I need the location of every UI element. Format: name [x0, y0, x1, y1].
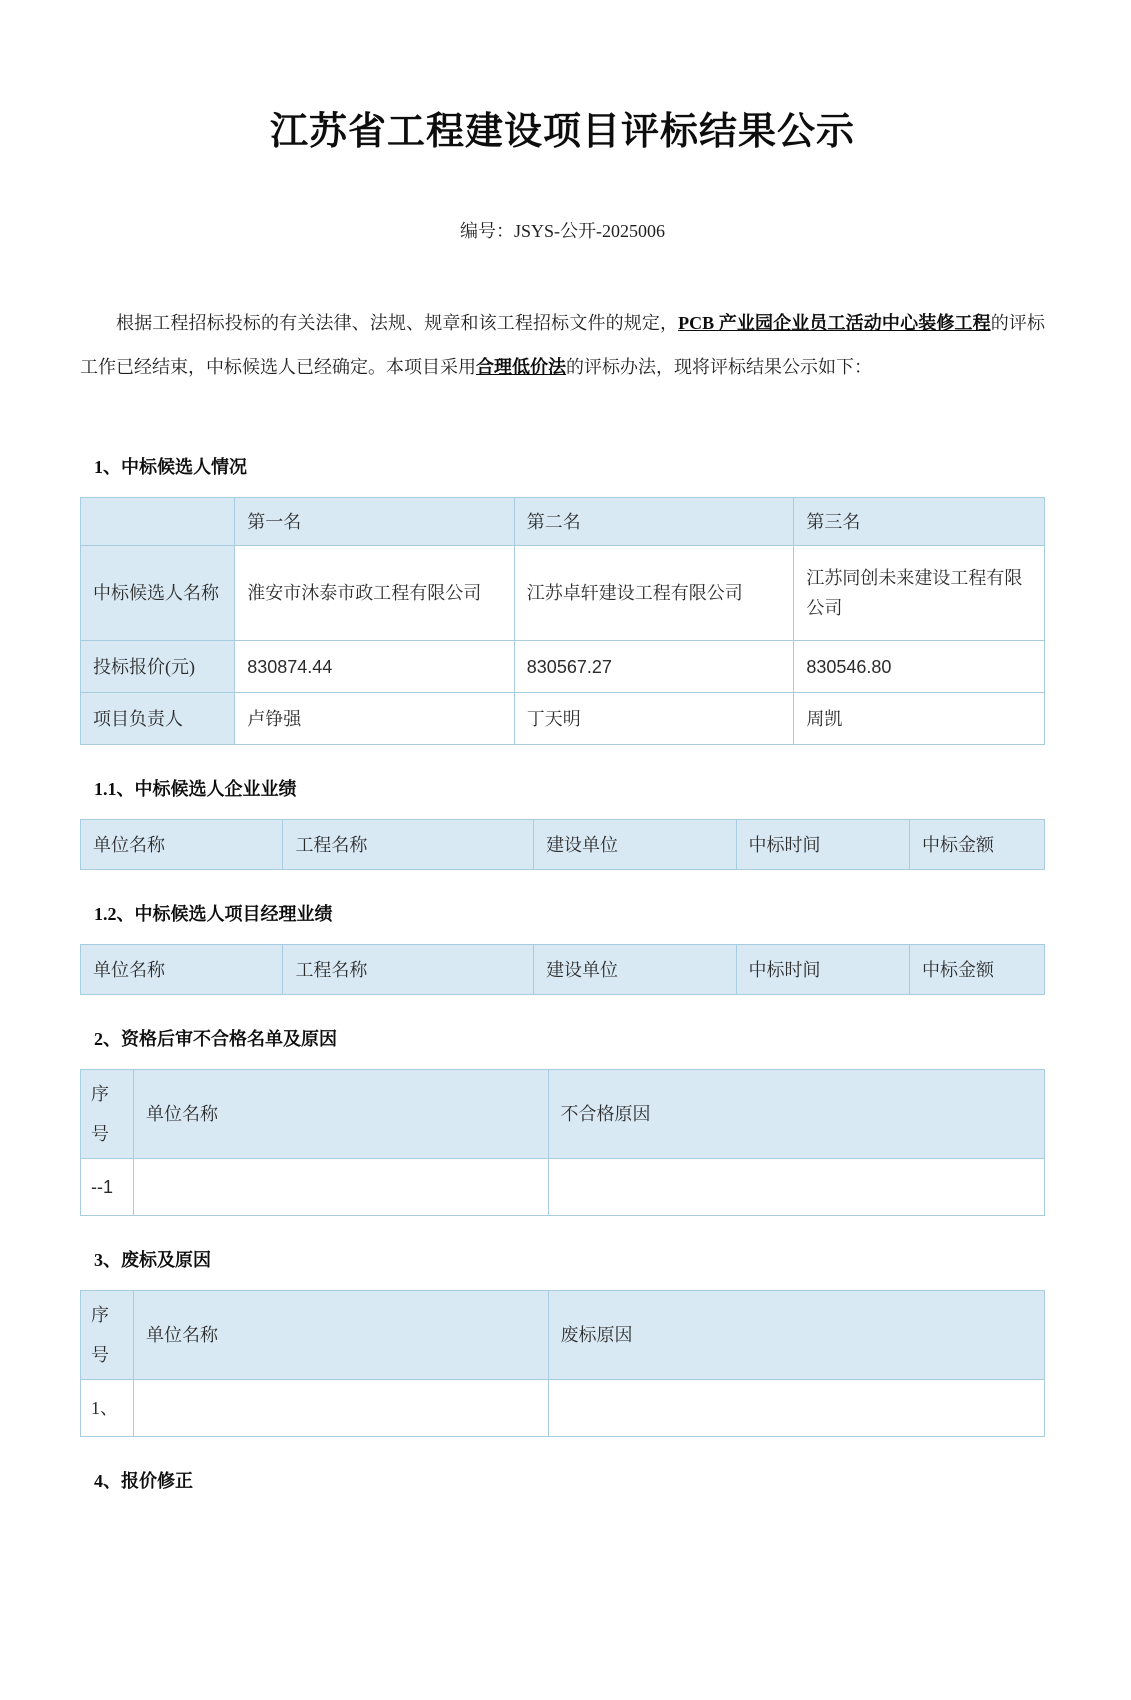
column-header-construction-unit: 建设单位: [534, 945, 736, 995]
column-header-award-amount: 中标金额: [910, 820, 1045, 870]
candidate-2-price: 830567.27: [514, 641, 794, 693]
column-header-unit-name: 单位名称: [134, 1070, 549, 1159]
column-header-award-time: 中标时间: [736, 945, 910, 995]
column-header-unit-name: 单位名称: [134, 1291, 549, 1380]
rejected-bids-table: [80, 1290, 1045, 1437]
table-row: [81, 1380, 1045, 1437]
column-header-rejection-reason: 废标原因: [548, 1291, 1044, 1380]
section-4-heading: 4、报价修正: [94, 1471, 193, 1491]
corner-header-cell: [81, 498, 235, 546]
section-1-2-heading: 1.2、中标候选人项目经理业绩: [94, 904, 333, 924]
intro-text-1: 根据工程招标投标的有关法律、法规、规章和该工程招标文件的规定，: [116, 313, 679, 333]
row-seq-no: 1、: [81, 1380, 134, 1437]
table-header-row: [81, 820, 1045, 870]
column-header-unit-name: 单位名称: [81, 945, 283, 995]
row-label: 投标报价(元): [81, 641, 235, 693]
column-header-seq-no: 序号: [81, 1070, 134, 1159]
table-header-row: [81, 1291, 1045, 1380]
row-label: 中标候选人名称: [81, 546, 235, 641]
column-header-third-place: 第三名: [794, 498, 1045, 546]
candidate-3-price: 830546.80: [794, 641, 1045, 693]
row-seq-no: --1: [81, 1159, 134, 1216]
candidate-3-manager: 周凯: [794, 693, 1045, 745]
row-reason: [548, 1159, 1044, 1216]
candidate-1-price: 830874.44: [235, 641, 515, 693]
candidates-table: [80, 497, 1045, 745]
intro-text-2: 的评标工作已经结束，中标候选人已经确定。本项目采用: [80, 313, 1045, 377]
manager-performance-table: [80, 944, 1045, 995]
column-header-unit-name: 单位名称: [81, 820, 283, 870]
section-1-heading: 1、中标候选人情况: [94, 457, 247, 477]
disqualified-table: [80, 1069, 1045, 1216]
column-header-award-time: 中标时间: [736, 820, 910, 870]
table-header-row: [81, 945, 1045, 995]
table-row-project-managers: [81, 693, 1045, 745]
table-row: [81, 1159, 1045, 1216]
document-page: [0, 100, 1131, 1700]
column-header-first-place: 第一名: [235, 498, 515, 546]
table-row-bid-prices: [81, 641, 1045, 693]
column-header-award-amount: 中标金额: [910, 945, 1045, 995]
section-2-heading: 2、资格后审不合格名单及原因: [94, 1029, 337, 1049]
candidate-2-manager: 丁天明: [514, 693, 794, 745]
candidate-3-name: 江苏同创未来建设工程有限公司: [794, 546, 1045, 641]
column-header-disqualify-reason: 不合格原因: [548, 1070, 1044, 1159]
row-reason: [548, 1380, 1044, 1437]
row-unit-name: [134, 1380, 549, 1437]
column-header-seq-no: 序号: [81, 1291, 134, 1380]
candidate-1-manager: 卢铮强: [235, 693, 515, 745]
column-header-project-name: 工程名称: [283, 945, 534, 995]
column-header-construction-unit: 建设单位: [534, 820, 736, 870]
column-header-project-name: 工程名称: [283, 820, 534, 870]
intro-paragraph: [80, 301, 1045, 389]
row-label: 项目负责人: [81, 693, 235, 745]
doc-number: 编号：JSYS-公开-2025006: [459, 221, 665, 241]
candidate-2-name: 江苏卓轩建设工程有限公司: [514, 546, 794, 641]
evaluation-method: 合理低价法: [476, 357, 566, 377]
table-header-row: [81, 1070, 1045, 1159]
row-unit-name: [134, 1159, 549, 1216]
enterprise-performance-table: [80, 819, 1045, 870]
section-3-heading: 3、废标及原因: [94, 1250, 211, 1270]
section-1-1-heading: 1.1、中标候选人企业业绩: [94, 779, 297, 799]
intro-text-3: 的评标办法，现将评标结果公示如下：: [566, 357, 872, 377]
project-name: PCB 产业园企业员工活动中心装修工程: [678, 313, 991, 333]
column-header-second-place: 第二名: [514, 498, 794, 546]
table-header-row: [81, 498, 1045, 546]
page-title: 江苏省工程建设项目评标结果公示: [269, 111, 855, 153]
candidate-1-name: 淮安市沐泰市政工程有限公司: [235, 546, 515, 641]
table-row-candidate-names: [81, 546, 1045, 641]
